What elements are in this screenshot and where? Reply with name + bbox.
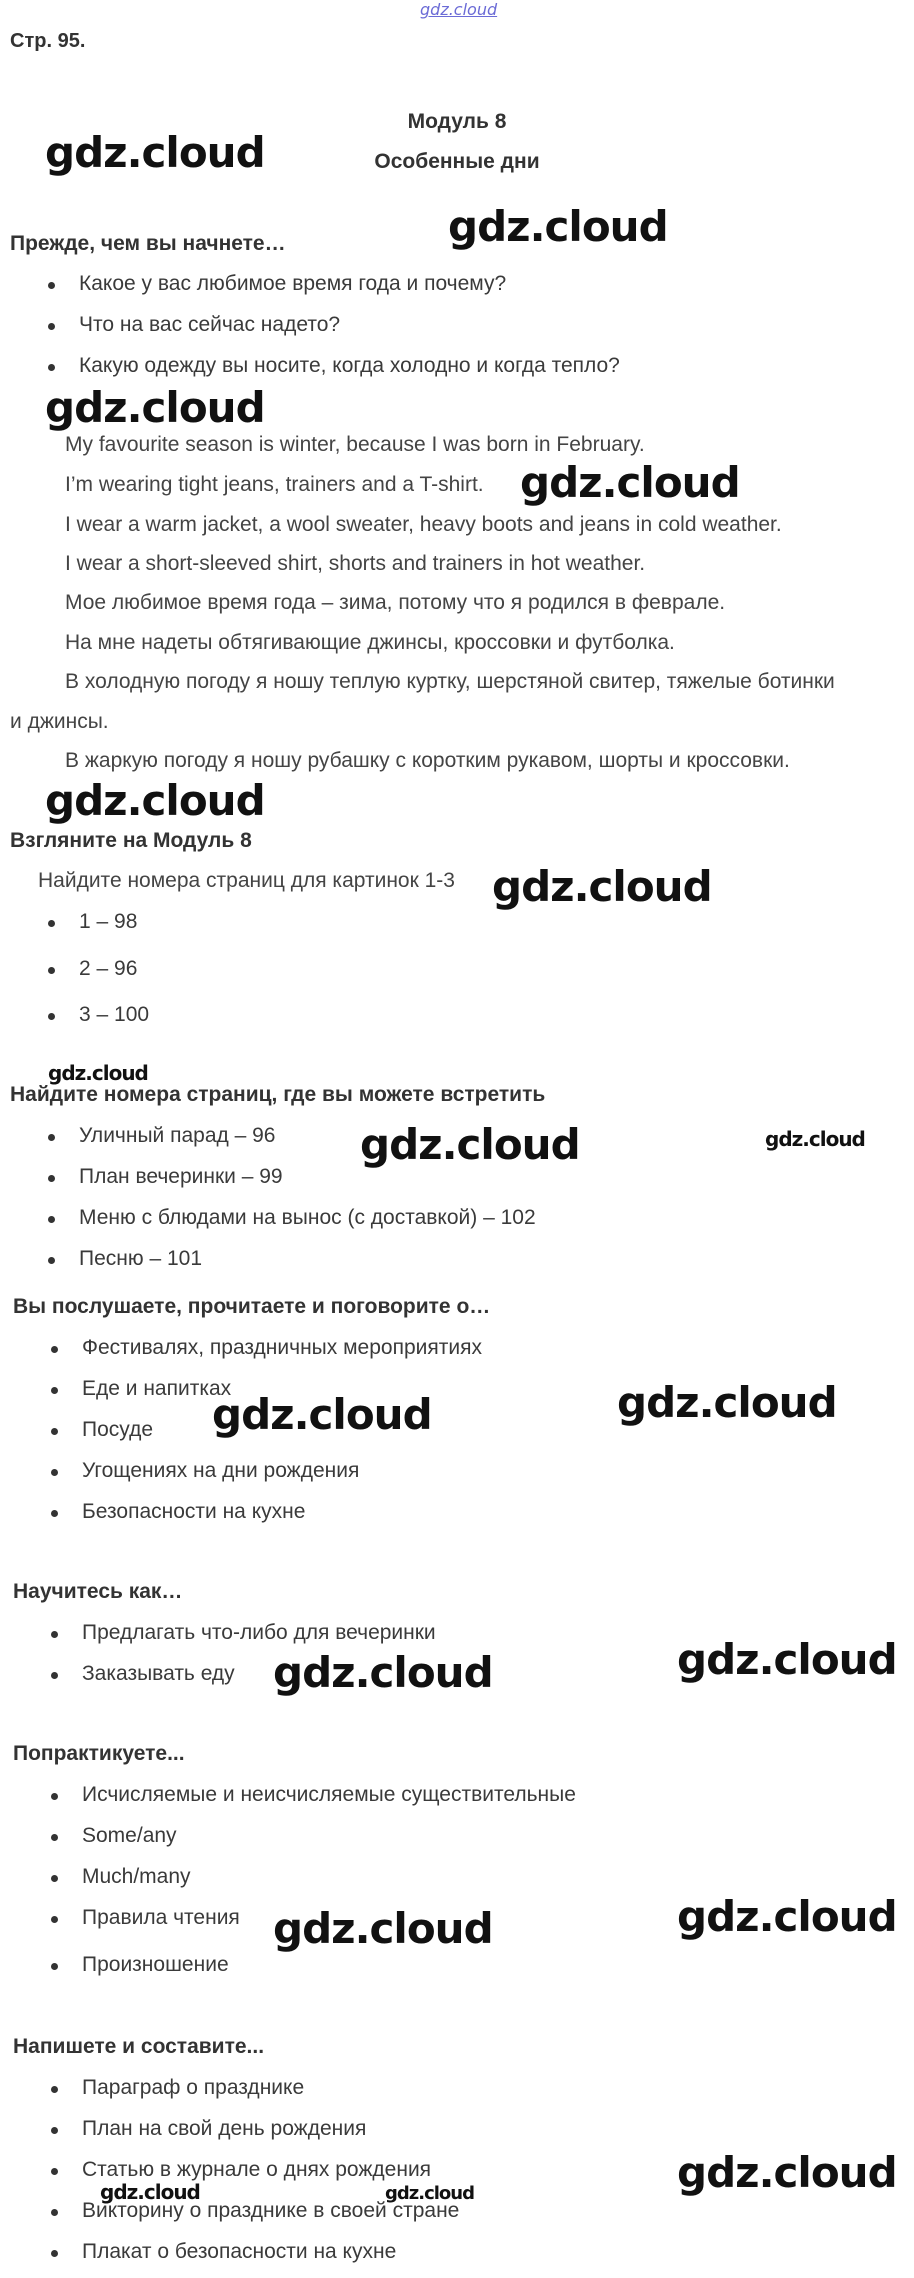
list-item: Правила чтения <box>82 1906 240 1929</box>
watermark: gdz.cloud <box>45 383 265 432</box>
watermark: gdz.cloud <box>677 2148 897 2197</box>
top-watermark-link[interactable]: gdz.cloud <box>420 0 498 19</box>
section-heading-listen-read: Вы послушаете, прочитаете и поговорите о… <box>13 1295 491 1318</box>
list-item: Что на вас сейчас надето? <box>79 313 341 336</box>
section-heading-practice: Попрактикуете... <box>13 1742 185 1765</box>
list-item: Безопасности на кухне <box>82 1500 306 1523</box>
list-item: Much/many <box>82 1865 191 1888</box>
list-item: План на свой день рождения <box>82 2117 367 2140</box>
watermark: gdz.cloud <box>273 1904 493 1953</box>
list-item: Меню с блюдами на вынос (с доставкой) – 102 <box>79 1206 536 1229</box>
answer-line: I wear a warm jacket, a wool sweater, heavy boots and jeans in cold weather. <box>65 513 782 536</box>
module-subtitle: Особенные дни <box>374 150 540 173</box>
list-item: Викторину о празднике в своей стране <box>82 2199 460 2222</box>
list-item: Угощениях на дни рождения <box>82 1459 360 1482</box>
page-number: Стр. 95. <box>10 30 86 52</box>
list-item: Some/any <box>82 1824 177 1847</box>
answer-line: My favourite season is winter, because I was born in February. <box>65 433 645 456</box>
list-item: Заказывать еду <box>82 1662 235 1685</box>
answer-line: Мое любимое время года – зима, потому что я родился в феврале. <box>65 591 726 614</box>
list-item: 1 – 98 <box>79 910 138 933</box>
instruction-text: Найдите номера страниц для картинок 1-3 <box>38 869 455 892</box>
section-heading-learn-how: Научитесь как… <box>13 1580 183 1603</box>
answer-line: и джинсы. <box>10 710 109 733</box>
module-title: Модуль 8 <box>407 110 507 133</box>
watermark: gdz.cloud <box>492 862 712 911</box>
section-heading-look-module: Взгляните на Модуль 8 <box>10 829 252 852</box>
answer-line: I’m wearing tight jeans, trainers and a T-shirt. <box>65 473 484 496</box>
list-item: Исчисляемые и неисчисляемые существительные <box>82 1783 576 1806</box>
watermark: gdz.cloud <box>448 202 668 251</box>
list-item: Фестивалях, праздничных мероприятиях <box>82 1336 482 1359</box>
list-item: Какое у вас любимое время года и почему? <box>79 272 507 295</box>
list-item: Какую одежду вы носите, когда холодно и когда тепло? <box>79 354 620 377</box>
watermark: gdz.cloud <box>45 776 265 825</box>
watermark: gdz.cloud <box>212 1390 432 1439</box>
watermark: gdz.cloud <box>45 128 265 177</box>
watermark: gdz.cloud <box>617 1378 837 1427</box>
watermark: gdz.cloud <box>100 2180 200 2204</box>
list-item: Посуде <box>82 1418 154 1441</box>
list-item: Уличный парад – 96 <box>79 1124 276 1147</box>
list-item: Еде и напитках <box>82 1377 232 1400</box>
list-item: Предлагать что-либо для вечеринки <box>82 1621 436 1644</box>
watermark: gdz.cloud <box>520 458 740 507</box>
list-item: Песню – 101 <box>79 1247 203 1270</box>
section-heading-write: Напишете и составите... <box>13 2035 265 2058</box>
list-item: 2 – 96 <box>79 957 138 980</box>
watermark: gdz.cloud <box>360 1120 580 1169</box>
list-item: Параграф о празднике <box>82 2076 305 2099</box>
answer-line: В холодную погоду я ношу теплую куртку, шерстяной свитер, тяжелые ботинки <box>65 670 835 693</box>
list-item: Статью в журнале о днях рождения <box>82 2158 432 2181</box>
watermark: gdz.cloud <box>273 1648 493 1697</box>
list-item: План вечеринки – 99 <box>79 1165 283 1188</box>
watermark: gdz.cloud <box>677 1635 897 1684</box>
list-item: Плакат о безопасности на кухне <box>82 2240 397 2263</box>
answer-line: На мне надеты обтягивающие джинсы, кроссовки и футболка. <box>65 631 675 654</box>
answer-line: I wear a short-sleeved shirt, shorts and trainers in hot weather. <box>65 552 646 575</box>
answer-line: В жаркую погоду я ношу рубашку с коротким рукавом, шорты и кроссовки. <box>65 749 790 772</box>
section-heading-before-start: Прежде, чем вы начнете… <box>10 232 286 255</box>
list-item: 3 – 100 <box>79 1003 150 1026</box>
watermark: gdz.cloud <box>765 1127 865 1151</box>
watermark: gdz.cloud <box>48 1061 148 1085</box>
section-heading-find-pages: Найдите номера страниц, где вы можете встретить <box>10 1083 546 1106</box>
watermark: gdz.cloud <box>677 1892 897 1941</box>
list-item: Произношение <box>82 1953 229 1976</box>
watermark: gdz.cloud <box>385 2183 474 2204</box>
